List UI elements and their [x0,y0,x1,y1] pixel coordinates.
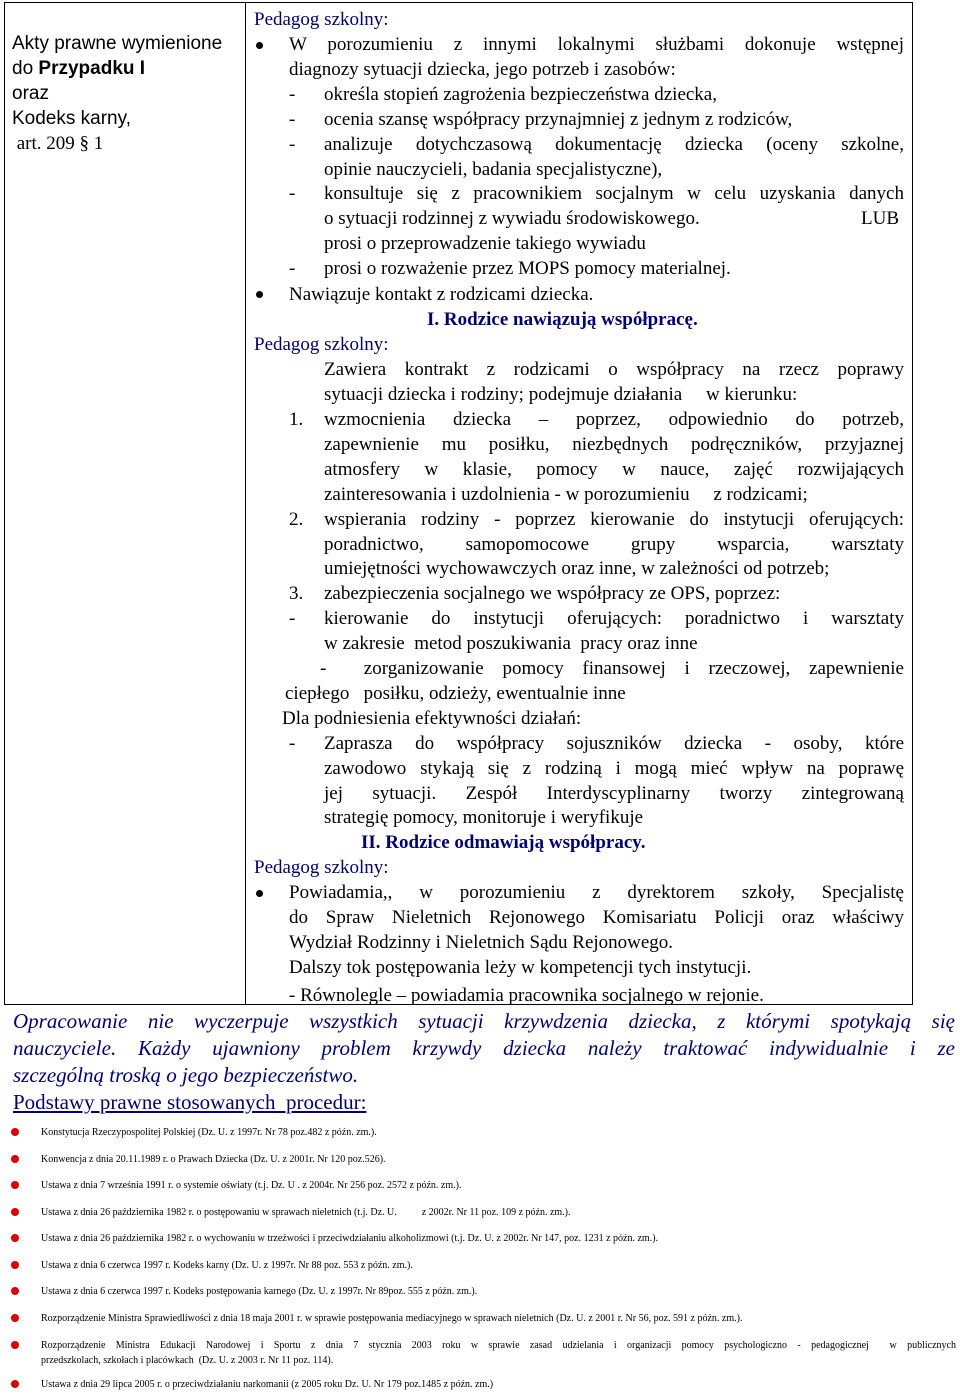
text-line: Zawiera kontrakt z rodzicami o współpracy na rzecz poprawy [324,359,904,380]
law-item: Rozporządzenie Ministra Edukacji Narodowej i Sportu z dnia 7 stycznia 2003 roku w sprawie zasad udzielania i organizacji pomocy psychologiczno - pedagogicznej w publicznych [41,1340,956,1351]
text-line: kierowanie do instytucji oferujących: poradnictwo i warsztaty [324,608,904,629]
red-bullet-icon [11,1208,19,1216]
bullet-icon [256,890,263,897]
law-item: Ustawa z dnia 29 lipca 2005 r. o przeciwdziałaniu narkomanii (z 2005 roku Dz. U. Nr 179 poz.1485 z późn. zm.) [41,1379,494,1390]
number-marker: 1. [289,409,304,430]
text-line: o sytuacji rodzinnej z wywiadu środowiskowego. [324,208,700,229]
dash-marker: - [289,258,296,279]
legal-acts-column [5,3,246,1004]
number-marker: 3. [289,583,304,604]
text-line: zainteresowania i uzdolnienia - w porozumieniu z rodzicami; [324,484,808,505]
legal-acts-line: do Przypadku I [12,58,146,79]
text-line: W porozumieniu z innymi lokalnymi służbami dokonuje wstępnej [289,34,904,55]
red-bullet-icon [11,1261,19,1269]
red-bullet-icon [11,1314,19,1322]
case-reference: Przypadku I [38,58,146,79]
text-line: zawodowo stykają się z rodziną i mogą mieć wpływ na poprawę [324,758,904,779]
text-line: Dla podniesienia efektywności działań: [282,708,582,729]
text-line: w zakresie metod poszukiwania pracy oraz inne [324,633,698,654]
legal-acts-line: art. 209 § 1 [12,133,104,154]
text-line: do Spraw Nieletnich Rejonowego Komisariatu Policji oraz właściwy [289,907,904,928]
text-line: sytuacji dziecka i rodziny; podejmuje działania w kierunku: [324,384,798,405]
closing-note-line: nauczyciele. Każdy ujawniony problem krzywdy dziecka należy traktować indywidualnie i ze [13,1036,955,1060]
dash-marker: - [289,109,296,130]
law-item-continuation: przedszkolach, szkołach i placówkach (Dz. U. z 2003 r. Nr 11 poz. 114). [41,1355,334,1366]
text-line: Dalszy tok postępowania leży w kompetencji tych instytucji. [289,957,752,978]
text-line: jej sytuacji. Zespół Interdyscyplinarny tworzy zintegrowaną [324,783,904,804]
section-label: Pedagog szkolny: [254,334,389,355]
red-bullet-icon [11,1181,19,1189]
case-heading: II. Rodzice odmawiają współpracy. [361,832,646,853]
text-line: atmosfery w klasie, pomocy w nauce, zajęć rozwijających [324,459,904,480]
case-heading: I. Rodzice nawiązują współpracę. [427,309,698,330]
text-line: diagnozy sytuacji dziecka, jego potrzeb i zasobów: [289,59,676,80]
section-label: Pedagog szkolny: [254,857,389,878]
text-line: prosi o przeprowadzenie takiego wywiadu [324,233,646,254]
dash-marker: - [289,134,296,155]
text-line: Powiadamia,, w porozumieniu z dyrektorem szkoły, Specjalistę [289,882,904,903]
text-line: poradnictwo, samopomocowe grupy wsparcia, warsztaty [324,534,904,555]
text-line: LUB [861,208,899,229]
dash-marker: - [289,84,296,105]
text-line: Zaprasza do współpracy sojuszników dziecka - osoby, które [324,733,904,754]
text-line: Wydział Rodzinny i Nieletnich Sądu Rejonowego. [289,932,674,953]
text-line: wzmocnienia dziecka – poprzez, odpowiednio do potrzeb, [324,409,904,430]
text-line: określa stopień zagrożenia bezpieczeństwa dziecka, [324,84,717,105]
text-line: zapewnienie mu posiłku, niezbędnych podręczników, przyjaznej [324,434,904,455]
law-item: Konwencja z dnia 20.11.1989 r. o Prawach Dziecka (Dz. U. z 2001r. Nr 120 poz.526). [41,1154,386,1165]
text-line: opinie nauczycieli, badania specjalistyczne), [324,159,663,180]
law-item: Ustawa z dnia 26 października 1982 r. o postępowaniu w sprawach nieletnich (t.j. Dz. U. z 2002r. Nr 11 poz. 109 z późn. zm.). [41,1207,571,1218]
text-line: - zorganizowanie pomocy finansowej i rzeczowej, zapewnienie [320,658,904,679]
text-line: - Równolegle – powiadamia pracownika socjalnego w rejonie. [289,985,764,1006]
text-line: zabezpieczenia socjalnego we współpracy ze OPS, poprzez: [324,583,781,604]
bullet-icon [256,42,263,49]
text-line: prosi o rozważenie przez MOPS pomocy materialnej. [324,258,731,279]
text-line: analizuje dotychczasową dokumentację dziecka (oceny szkolne, [324,134,904,155]
closing-note-line: szczególną troską o jego bezpieczeństwo. [13,1063,359,1087]
number-marker: 2. [289,509,304,530]
legal-acts-line: Akty prawne wymienione [12,33,223,54]
law-item: Ustawa z dnia 6 czerwca 1997 r. Kodeks karny (Dz. U. z 1997r. Nr 88 poz. 553 z późn. zm.). [41,1260,413,1271]
red-bullet-icon [11,1287,19,1295]
law-item: Konstytucja Rzeczypospolitej Polskiej (Dz. U. z 1997r. Nr 78 poz.482 z późn. zm.). [41,1127,377,1138]
dash-marker: - [289,733,296,754]
law-item: Rozporządzenie Ministra Sprawiedliwości z dnia 18 maja 2001 r. w sprawie postępowania mediacyjnego w sprawach nieletnich (Dz. U. z 2001 r. Nr 56, poz. 591 z późn. zm.). [41,1313,743,1324]
text-line: konsultuje się z pracownikiem socjalnym w celu uzyskania danych [324,183,904,204]
law-item: Ustawa z dnia 6 czerwca 1997 r. Kodeks postępowania karnego (Dz. U. z 1997r. Nr 89poz. 555 z późn. zm.). [41,1286,478,1297]
bullet-icon [256,291,263,298]
text-line: strategię pomocy, monitoruje i weryfikuje [324,807,644,828]
red-bullet-icon [11,1341,19,1349]
law-item: Ustawa z dnia 26 października 1982 r. o wychowaniu w trzeźwości i przeciwdziałaniu alkoholizmowi (t.j. Dz. U. z 2002r. Nr 147, poz. 1231 z późn. zm.). [41,1233,659,1244]
legal-acts-text [12,31,222,156]
law-item: Ustawa z dnia 7 września 1991 r. o systemie oświaty (t.j. Dz. U . z 2004r. Nr 256 poz. 2572 z późn. zm.). [41,1180,462,1191]
text-line: umiejętności wychowawczych oraz inne, w zależności od potrzeb; [324,558,830,579]
text-line: Nawiązuje kontakt z rodzicami dziecka. [289,284,594,305]
text-line: ocenia szansę współpracy przynajmniej z jednym z rodziców, [324,109,793,130]
text-line: wspierania rodziny - poprzez kierowanie do instytucji oferujących: [324,509,904,530]
dash-marker: - [289,183,296,204]
legal-acts-line: Kodeks karny, [12,108,131,129]
red-bullet-icon [11,1128,19,1136]
legal-basis-heading: Podstawy prawne stosowanych procedur: [13,1090,367,1114]
red-bullet-icon [11,1155,19,1163]
closing-note-line: Opracowanie nie wyczerpuje wszystkich sytuacji krzywdzenia dziecka, z którymi spotykają się [13,1009,955,1033]
red-bullet-icon [11,1380,19,1388]
section-label: Pedagog szkolny: [254,9,389,30]
text-line: ciepłego posiłku, odzieży, ewentualnie inne [285,683,626,704]
dash-marker: - [289,608,296,629]
red-bullet-icon [11,1234,19,1242]
legal-acts-line: oraz [12,83,49,104]
